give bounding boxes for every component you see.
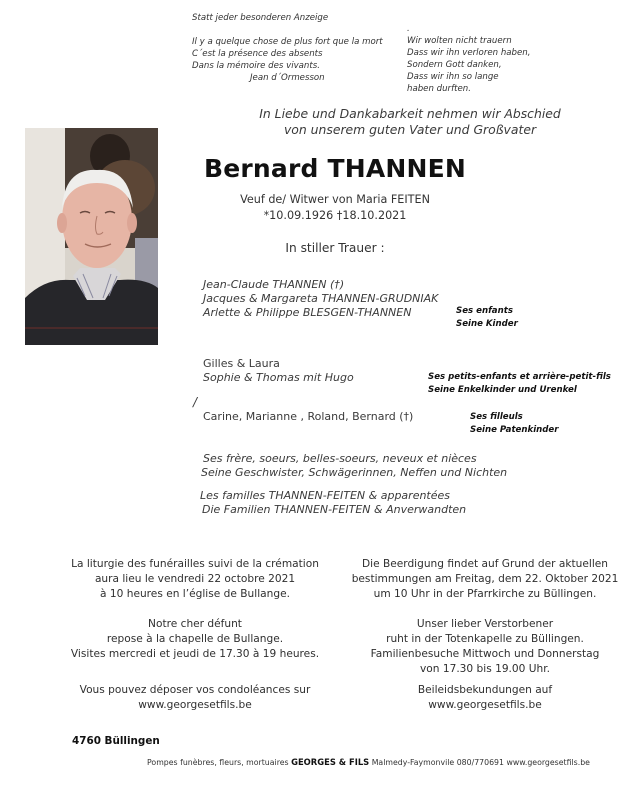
role-fr: Ses enfants [456, 306, 513, 316]
quote-line: Dass wir ihn verloren haben, [407, 48, 531, 58]
notice-heading: Statt jeder besonderen Anzeige [192, 13, 329, 23]
families-line [200, 489, 466, 517]
life-dates: *10.09.1926 †18.10.2021 [263, 209, 407, 222]
families-fr: Les familles THANNEN-FEITEN & apparentées [200, 489, 451, 502]
condolences-link[interactable]: www.georgesetfils.be [138, 699, 252, 711]
rest-line: repose à la chapelle de Bullange. [106, 633, 284, 645]
families-de: Die Familien THANNEN-FEITEN & Anverwandten [202, 503, 467, 516]
quote-german [407, 26, 530, 95]
footer-contact: Malmedy-Faymonvile 080/770691 www.georgesetfils.be [371, 758, 590, 767]
role-fr: Ses petits-enfants et arrière-petit-fils [428, 372, 611, 382]
footer [147, 757, 590, 767]
family-member: Jacques & Margareta THANNEN-GRUDNIAK [203, 292, 439, 305]
intro-line: In Liebe und Dankabarkeit nehmen wir Abschied [259, 106, 561, 121]
family-member: Sophie & Thomas mit Hugo [203, 371, 354, 384]
intro-line: von unserem guten Vater und Großvater [283, 122, 537, 137]
footer-brand: GEORGES & FILS [291, 757, 370, 767]
quote-line: Sondern Gott danken, [407, 60, 502, 70]
farewell-intro [200, 106, 620, 138]
godchildren-list [203, 410, 413, 424]
family-member: Jean-Claude THANNEN (†) [203, 278, 345, 291]
rest-line: Visites mercredi et jeudi de 17.30 à 19 heures. [70, 648, 320, 660]
footer-prefix: Pompes funèbres, fleurs, mortuaires [147, 758, 289, 767]
portrait-image [25, 128, 158, 345]
funeral-line: La liturgie des funérailles suivi de la crémation [71, 558, 319, 570]
portrait-photo [25, 128, 158, 345]
grandchildren-role [428, 371, 611, 397]
quote-line: Wir wolten nicht trauern [407, 36, 512, 46]
quote-line: Il y a quelque chose de plus fort que la mort [192, 37, 383, 47]
city-label: 4760 Büllingen [72, 735, 160, 747]
grandchildren-list [203, 357, 354, 385]
info-german [335, 557, 635, 713]
deceased-name: Bernard THANNEN [203, 154, 467, 183]
funeral-line: Die Beerdigung findet auf Grund der aktuellen [361, 558, 608, 570]
deceased-details [200, 192, 470, 224]
family-member: Arlette & Philippe BLESGEN-THANNEN [203, 306, 412, 319]
children-list [203, 278, 438, 320]
quote-line: Dans la mémoire des vivants. [192, 61, 320, 71]
children-role [456, 305, 518, 331]
rest-line: Familienbesuche Mittwoch und Donnerstag [370, 648, 600, 660]
funeral-line: um 10 Uhr in der Pfarrkirche zu Büllingen. [373, 588, 597, 600]
condolences-text: Beileidsbekundungen auf [417, 684, 553, 696]
condolences-link[interactable]: www.georgesetfils.be [428, 699, 542, 711]
spouse-line: Veuf de/ Witwer von Maria FEITEN [240, 193, 430, 206]
family-member: Gilles & Laura [203, 357, 280, 370]
funeral-line: bestimmungen am Freitag, dem 22. Oktober 2021 [351, 573, 619, 585]
quote-dot: . [407, 24, 410, 34]
role-fr: Ses filleuls [470, 412, 523, 422]
condolences-text: Vous pouvez déposer vos condoléances sur [79, 684, 311, 696]
siblings-line [201, 452, 507, 480]
info-french [40, 557, 350, 713]
siblings-de: Seine Geschwister, Schwägerinnen, Neffen und Nichten [201, 466, 508, 479]
funeral-line: aura lieu le vendredi 22 octobre 2021 [94, 573, 296, 585]
rest-line: Unser lieber Verstorbener [416, 618, 554, 630]
role-de: Seine Kinder [456, 319, 518, 329]
quote-author: Jean d´Ormesson [250, 73, 325, 83]
slash-mark: / [193, 395, 198, 409]
quote-line: C´est la présence des absents [192, 49, 323, 59]
role-de: Seine Patenkinder [470, 425, 559, 435]
mourning-heading: In stiller Trauer : [285, 241, 385, 255]
quote-line: Dass wir ihn so lange [407, 72, 499, 82]
rest-line: Notre cher défunt [148, 618, 242, 630]
rest-line: von 17.30 bis 19.00 Uhr. [420, 663, 550, 675]
siblings-fr: Ses frère, soeurs, belles-soeurs, neveux et nièces [203, 452, 477, 465]
role-de: Seine Enkelkinder und Urenkel [428, 385, 577, 395]
family-member: Carine, Marianne , Roland, Bernard (†) [203, 410, 414, 423]
quote-french [192, 12, 383, 84]
funeral-line: à 10 heures en l’église de Bullange. [100, 588, 290, 600]
quote-line: haben durften. [407, 84, 471, 94]
rest-line: ruht in der Totenkapelle zu Büllingen. [386, 633, 584, 645]
godchildren-role [470, 411, 559, 437]
